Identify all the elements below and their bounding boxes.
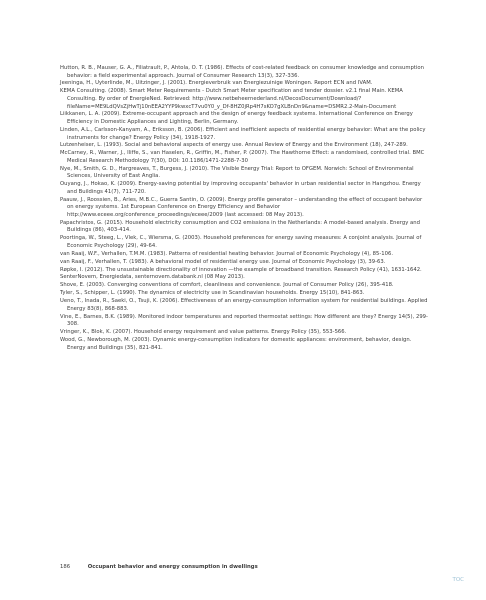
page-number: 186 (60, 564, 71, 570)
reference-entry: SenterNovem, Energiedata, senternovem.databank.nl (08 May 2013). (60, 274, 245, 281)
reference-entry: Papachristos, G. (2015). Household electricity consumption and CO2 emissions in the Netherlands: A model-based analysis. Energy and Buildings (86), 403-414. (60, 219, 420, 234)
reference-entry: Nye, M., Smith, G. D., Hargreaves, T., Burgess, J. (2010). The Visible Energy Trial: Report to OFGEM. Norwich: School of Environmental Sciences, University of East Anglia. (60, 165, 414, 180)
reference-entry: Paauw, J., Roossien, B., Aries, M.B.C., Guerra Santin, O. (2009). Energy profile generator – understanding the effect of occupant behavior on energy systems. 1st European Conference on Energy Efficiency and Behavior http://www.eceee.org/conference_proceedings/eceee/2009 (last accessed: 08 May 2013). (60, 196, 423, 218)
reference-entry: Ueno, T., Inada, R., Saeki, O., Tsuji, K. (2006). Effectiveness of an energy-consumption information system for residential buildings. Applied Energy 83(8), 868-883. (60, 298, 428, 312)
reference-entry: Røpke, I. (2012). The unsustainable directionality of innovation —the example of broadband transition. Research Policy (41), 1631-1642. (60, 266, 422, 273)
reference-entry: van Raaij, W.F., Verhallen, T.M.M. (1983). Patterns of residential heating behavior. Journal of Economic Psychology (4), 85-106. (60, 250, 394, 257)
reference-entry: KEMA Consulting. (2008). Smart Meter Requirements - Dutch Smart Meter specification and tender dossier. v2.1 final Main. KEMA Consulting. By order of EnergieNed. Retrieved: http://www.netbeheernederland.nl/DecosDocument/Download/?fileName=ME9LdQVsZjHwTj10nEEA2YYP9kwxcT7vu0Y0_y_Df-8HZ0jRp4H7sKO7gXLBnDn9&name=DSMR2.2-Main-Document (60, 88, 403, 110)
reference-entry: Lutzenheiser, L. (1993). Social and behavioral aspects of energy use. Annual Review of Energy and the Environment (18), 247-289. (60, 142, 408, 149)
reference-entry: Linden, A.L., Carlsson-Kanyam, A., Eriksson, B. (2006). Efficient and inefficient aspects of residential energy behavior: What are the policy instruments for change? Energy Policy (34), 1918-1927. (60, 126, 426, 141)
reference-entry: Poortinga, W., Steeg, L., Vlek, C., Wiersma, G. (2003). Household preferences for energy saving measures: A conjoint analysis. Journal of Economic Psychology (29), 49-64. (60, 235, 422, 249)
running-title: Occupant behavior and energy consumption in dwellings (87, 564, 258, 570)
reference-entry: Wood, G., Newborough, M. (2003). Dynamic energy-consumption indicators for domestic appliances: environment, behavior, design. Energy and Buildings (35), 821-841. (60, 337, 412, 351)
reference-entry: van Raaij, F., Verhallen, T. (1983). A behavioral model of residential energy use. Journal of Economic Psychology (3), 39-63. (60, 258, 386, 265)
reference-entry: Liikkanen, L. A. (2009). Extreme-occupant approach and the design of energy feedback systems. International Conference on Energy Efficiency in Domestic Appliances and Lighting, Berlin, Germany. (60, 111, 413, 126)
reference-list (60, 65, 428, 353)
reference-entry: Jeeninga, H., Uyterlinde, M., Uitzinger, J. (2001). Energieverbruik van Energiezuinige Woningen. Report ECN and IVAM. (60, 80, 373, 87)
reference-entry: Tyler, S., Schipper, L. (1990). The dynamics of electricity use in Scandinavian households. Energy 15(10), 841-863. (60, 290, 365, 297)
reference-entry: McCarney, R., Warner, J., Iliffe, S., van Haselen, R., Griffin, M., Fisher, P. (2007). The Hawthorne Effect: a randomised, controlled trial. BMC Medical Research Methodology 7(30), DOI: 10.1186/1471-2288-7-30 (60, 150, 425, 164)
reference-entry: Vine, E., Barnes, B.K. (1989). Monitored indoor temperatures and reported thermostat settings: How different are they? Energy 14(5), 299-308. (60, 313, 428, 328)
toc-link[interactable]: TOC (452, 577, 464, 583)
reference-entry: Ouyang, J., Hokao, K. (2009). Energy-saving potential by improving occupants' behavior in urban residential sector in Hangzhou. Energy and Buildings 41(7), 711-720. (60, 181, 421, 195)
reference-entry: Shove, E. (2003). Converging conventions of comfort, cleanliness and convenience. Journal of Consumer Policy (26), 395-418. (60, 282, 394, 289)
page-footer (60, 564, 440, 570)
reference-entry: Hutton, R. B., Mauser, G. A., Filiatrault, P., Ahtola, O. T. (1986). Effects of cost-related feedback on consumer knowledge and consumption behavior: a field experimental approach. Journal of Consumer Research 13(3), 327-336. (60, 65, 424, 79)
reference-entry: Vringer, K., Blok, K. (2007). Household energy requirement and value patterns. Energy Policy (35), 553-566. (60, 329, 347, 336)
